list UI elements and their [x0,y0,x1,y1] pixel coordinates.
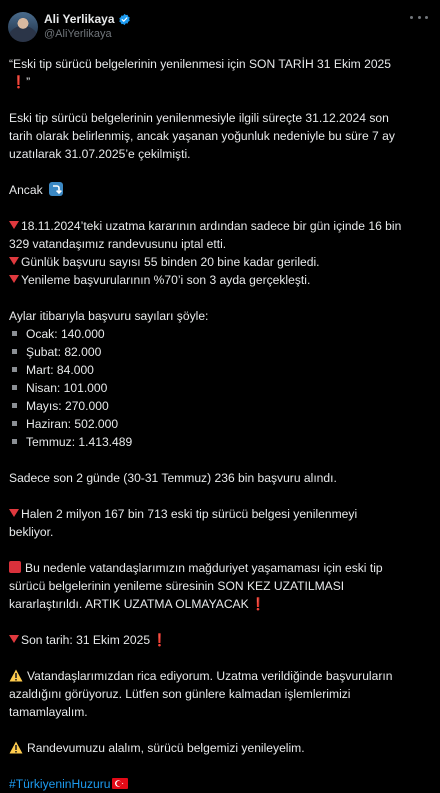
quote-line-2 [9,73,431,91]
quote-line-1: “Eski tip sürücü belgelerinin yenilenmesi için SON TARİH 31 Ekim 2025 [9,57,392,71]
request-line-3: tamamlayalım. [9,705,88,719]
decision-text-3: kararlaştırıldı. ARTIK UZATMA OLMAYACAK [9,597,249,611]
intro-line-1: Eski tip sürücü belgelerinin yenilenmesiyle ilgili süreçte 31.12.2024 son [9,111,389,125]
post-text [8,50,431,793]
red-down-triangle-icon [9,635,19,643]
intro-line-3: uzatılarak 31.07.2025’e çekilmişti. [9,147,191,161]
turkey-flag-icon [112,778,128,789]
pending-line-1 [9,505,431,523]
pending-text: Halen 2 milyon 167 bin 713 eski tip sürücü belgesi yenilenmeyi [21,507,358,521]
intro-line-2: tarih olarak belirlenmiş, ancak yaşanan yoğunluk nedeniyle bu süre 7 ay [9,129,395,143]
small-square-icon [12,403,17,408]
pending-paragraph [9,505,431,541]
small-square-icon [12,421,17,426]
month-value: Şubat: 82.000 [26,345,102,359]
avatar[interactable] [8,12,38,42]
last-days-line: Sadece son 2 günde (30-31 Temmuz) 236 bin başvuru alındı. [9,471,337,485]
right-arrow-curving-down-icon [49,182,63,196]
name-row [44,12,131,27]
red-exclamation-icon: ❗ [11,75,27,89]
small-square-icon [12,385,17,390]
decision-line-3 [9,595,431,613]
decision-text: Bu nedenle vatandaşlarımızın mağduriyet yaşamaması için eski tip [25,561,383,575]
month-value: Nisan: 101.000 [26,381,108,395]
pending-line-2: bekliyor. [9,525,54,539]
list-item [9,325,431,343]
red-exclamation-icon: ❗ [250,597,266,611]
decision-paragraph [9,559,431,613]
small-square-icon [12,349,17,354]
appointment-line [9,739,431,757]
monthly-title: Aylar itibarıyla başvuru sayıları şöyle: [9,309,209,323]
month-value: Haziran: 502.000 [26,417,119,431]
more-options-icon[interactable] [410,12,428,22]
deadline-text: Son tarih: 31 Ekim 2025 [21,633,151,647]
fact-2-text: Günlük başvuru sayısı 55 binden 20 bine kadar geriledi. [21,255,320,269]
deadline-line [9,631,431,649]
small-square-icon [12,331,17,336]
red-exclamation-icon: ❗ [152,633,168,647]
red-down-triangle-icon [9,275,19,283]
month-value: Temmuz: 1.413.489 [26,435,133,449]
red-down-triangle-icon [9,257,19,265]
small-square-icon [12,439,17,444]
small-square-icon [12,367,17,372]
quote-close: ” [26,75,31,89]
list-item [9,397,431,415]
appointment-text: Randevumuzu alalım, sürücü belgemizi yenileyelim. [27,741,305,755]
request-text: Vatandaşlarımızdan rica ediyorum. Uzatma verildiğinde başvuruların [27,669,393,683]
hashtag-link[interactable]: #TürkiyeninHuzuru [9,777,111,791]
warning-icon [9,741,23,754]
fact-1-line-2: 329 vatandaşımız randevusunu iptal etti. [9,237,227,251]
red-down-triangle-icon [9,221,19,229]
list-item [9,379,431,397]
warning-icon [9,669,23,682]
month-value: Mayıs: 270.000 [26,399,109,413]
stop-sign-icon [9,561,21,573]
red-down-triangle-icon [9,509,19,517]
post-header [8,0,431,50]
monthly-paragraph [9,307,431,451]
fact-3 [9,271,431,289]
list-item [9,415,431,433]
hashtag-line [9,775,431,793]
list-item [9,433,431,451]
fact-1-text: 18.11.2024’teki uzatma kararının ardından sadece bir gün içinde 16 bin [21,219,402,233]
request-line-2: azaldığını görüyoruz. Lütfen son günlere kalmadan işlemlerimizi [9,687,351,701]
facts-paragraph [9,217,431,289]
decision-line-2: sürücü belgelerinin yenileme süresinin SON KEZ UZATILMASI [9,579,345,593]
decision-line-1 [9,559,431,577]
fact-2 [9,253,431,271]
fact-1-line-1 [9,217,431,235]
author-display-name[interactable]: Ali Yerlikaya [44,12,115,26]
verified-badge-icon [118,13,131,26]
list-item [9,343,431,361]
month-value: Mart: 84.000 [26,363,94,377]
fact-3-text: Yenileme başvurularının %70’i son 3 ayda gerçekleşti. [21,273,311,287]
intro-paragraph [9,109,431,163]
month-value: Ocak: 140.000 [26,327,105,341]
list-item [9,361,431,379]
ancak-text: Ancak [9,183,43,197]
request-line-1 [9,667,431,685]
author-handle[interactable]: @AliYerlikaya [44,28,112,40]
request-paragraph [9,667,431,721]
quote-paragraph [9,55,431,91]
author-names [44,12,131,42]
ancak-line [9,181,431,199]
